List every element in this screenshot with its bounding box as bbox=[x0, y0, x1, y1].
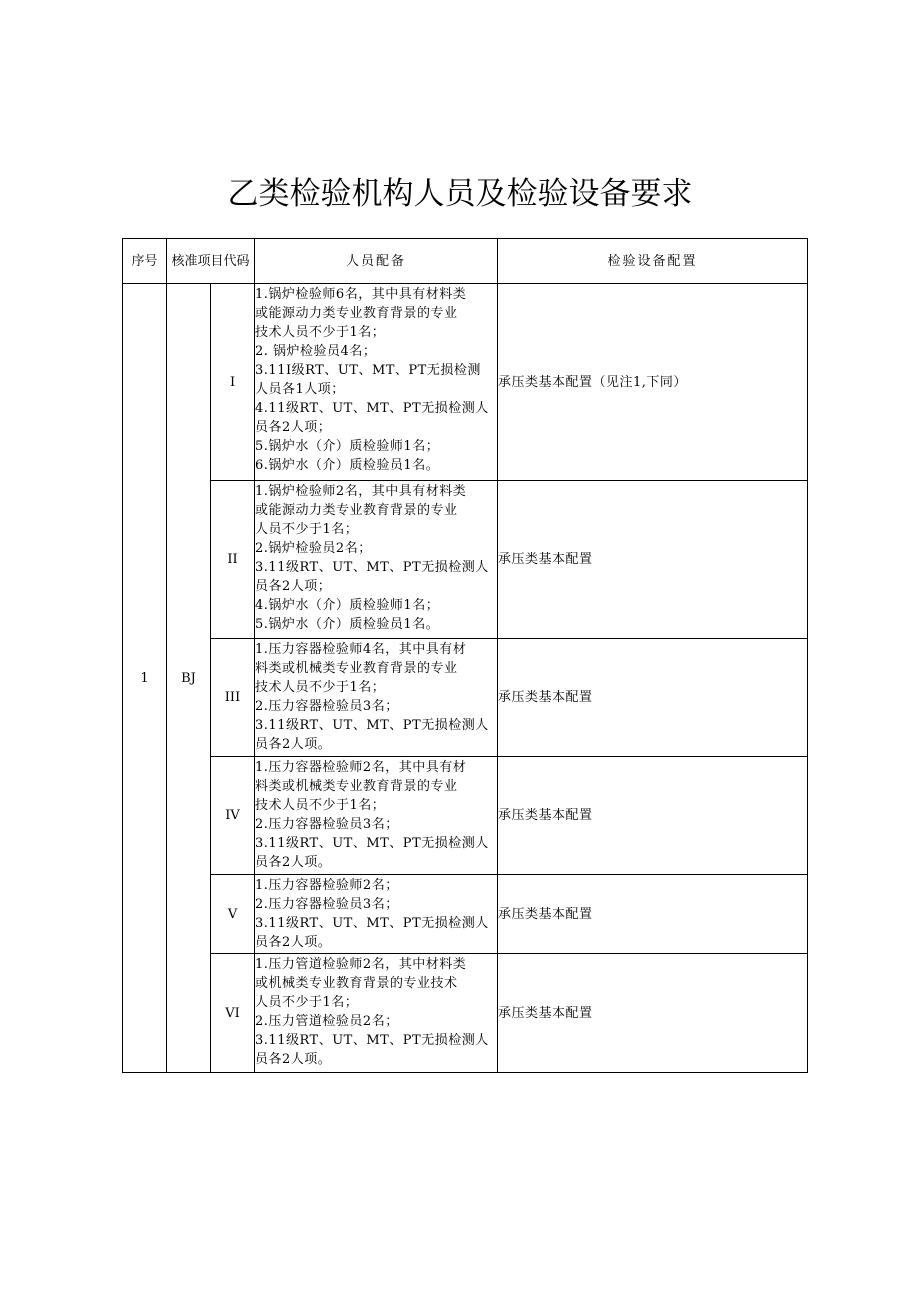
staff-line: 员各2人项； bbox=[255, 578, 332, 594]
staff-cell bbox=[255, 757, 498, 875]
staff-line: 3.11级RT、UT、MT、PT无损检测人 bbox=[255, 835, 489, 851]
table-row bbox=[123, 757, 808, 875]
header-staff: 人员配备 bbox=[255, 239, 498, 284]
staff-line: 技术人员不少于1名； bbox=[255, 679, 386, 695]
staff-line: 人员各1人项； bbox=[255, 381, 345, 397]
staff-line: 2. 锅炉检验员4名； bbox=[255, 343, 377, 359]
staff-line: 1.压力容器检验师2名，其中具有材 bbox=[255, 759, 467, 775]
staff-line: 2.压力容器检验员3名； bbox=[255, 698, 399, 714]
staff-line: 3.11级RT、UT、MT、PT无损检测人 bbox=[255, 559, 489, 575]
staff-line: 2.压力管道检验员2名； bbox=[255, 1013, 399, 1029]
sub-code-cell: I bbox=[211, 284, 255, 481]
staff-line: 或能源动力类专业教育背景的专业 bbox=[255, 305, 458, 321]
table-row bbox=[123, 639, 808, 757]
sub-code-cell: VI bbox=[211, 954, 255, 1073]
header-code: 核准项目代码 bbox=[167, 239, 255, 284]
equipment-cell: 承压类基本配置 bbox=[498, 639, 808, 757]
staff-line: 6.锅炉水（介）质检验员1名。 bbox=[255, 457, 440, 473]
staff-line: 员各2人项。 bbox=[255, 1051, 332, 1067]
table-row bbox=[123, 284, 808, 481]
staff-cell bbox=[255, 284, 498, 481]
staff-line: 或能源动力类专业教育背景的专业 bbox=[255, 502, 458, 518]
equipment-cell: 承压类基本配置（见注1,下同） bbox=[498, 284, 808, 481]
table-body bbox=[123, 284, 808, 1073]
staff-line: 员各2人项； bbox=[255, 419, 332, 435]
staff-line: 3.11级RT、UT、MT、PT无损检测人 bbox=[255, 1032, 489, 1048]
equipment-cell: 承压类基本配置 bbox=[498, 954, 808, 1073]
table-row bbox=[123, 481, 808, 639]
staff-line: 料类或机械类专业教育背景的专业 bbox=[255, 778, 458, 794]
staff-line: 员各2人项。 bbox=[255, 736, 332, 752]
table-row bbox=[123, 875, 808, 954]
staff-line: 1.压力管道检验师2名，其中材料类 bbox=[255, 956, 467, 972]
staff-line: 5.锅炉水（介）质检验员1名。 bbox=[255, 616, 440, 632]
requirements-table bbox=[122, 238, 808, 1073]
staff-line: 2.压力容器检验员3名； bbox=[255, 896, 399, 912]
staff-line: 或机械类专业教育背景的专业技术 bbox=[255, 975, 458, 991]
sub-code-cell: III bbox=[211, 639, 255, 757]
staff-line: 人员不少于1名； bbox=[255, 521, 359, 537]
staff-line: 1.锅炉检验师6名，其中具有材料类 bbox=[255, 286, 467, 302]
header-seq: 序号 bbox=[123, 239, 167, 284]
category-code-cell: BJ bbox=[167, 284, 211, 1073]
staff-cell bbox=[255, 481, 498, 639]
staff-line: 员各2人项。 bbox=[255, 934, 332, 950]
staff-cell bbox=[255, 639, 498, 757]
staff-line: 料类或机械类专业教育背景的专业 bbox=[255, 660, 458, 676]
staff-line: 技术人员不少于1名； bbox=[255, 324, 386, 340]
seq-cell: 1 bbox=[123, 284, 167, 1073]
table-header-row bbox=[123, 239, 808, 284]
staff-line: 1.压力容器检验师2名； bbox=[255, 877, 399, 893]
equipment-cell: 承压类基本配置 bbox=[498, 481, 808, 639]
equipment-cell: 承压类基本配置 bbox=[498, 757, 808, 875]
staff-line: 4.11级RT、UT、MT、PT无损检测人 bbox=[255, 400, 489, 416]
staff-line: 3.11I级RT、UT、MT、PT无损检测 bbox=[255, 362, 481, 378]
equipment-cell: 承压类基本配置 bbox=[498, 875, 808, 954]
sub-code-cell: II bbox=[211, 481, 255, 639]
staff-line: 人员不少于1名； bbox=[255, 994, 359, 1010]
staff-cell bbox=[255, 875, 498, 954]
sub-code-cell: V bbox=[211, 875, 255, 954]
staff-line: 员各2人项。 bbox=[255, 854, 332, 870]
header-equipment: 检验设备配置 bbox=[498, 239, 808, 284]
staff-line: 4.锅炉水（介）质检验师1名； bbox=[255, 597, 440, 613]
table-row bbox=[123, 954, 808, 1073]
staff-line: 1.压力容器检验师4名，其中具有材 bbox=[255, 641, 467, 657]
staff-line: 2.压力容器检验员3名； bbox=[255, 816, 399, 832]
staff-line: 1.锅炉检验师2名，其中具有材料类 bbox=[255, 483, 467, 499]
sub-code-cell: IV bbox=[211, 757, 255, 875]
staff-line: 3.11级RT、UT、MT、PT无损检测人 bbox=[255, 915, 489, 931]
staff-line: 技术人员不少于1名； bbox=[255, 797, 386, 813]
staff-line: 2.锅炉检验员2名； bbox=[255, 540, 372, 556]
staff-line: 3.11级RT、UT、MT、PT无损检测人 bbox=[255, 717, 489, 733]
page-title: 乙类检验机构人员及检验设备要求 bbox=[227, 176, 693, 212]
staff-cell bbox=[255, 954, 498, 1073]
staff-line: 5.锅炉水（介）质检验师1名； bbox=[255, 438, 440, 454]
